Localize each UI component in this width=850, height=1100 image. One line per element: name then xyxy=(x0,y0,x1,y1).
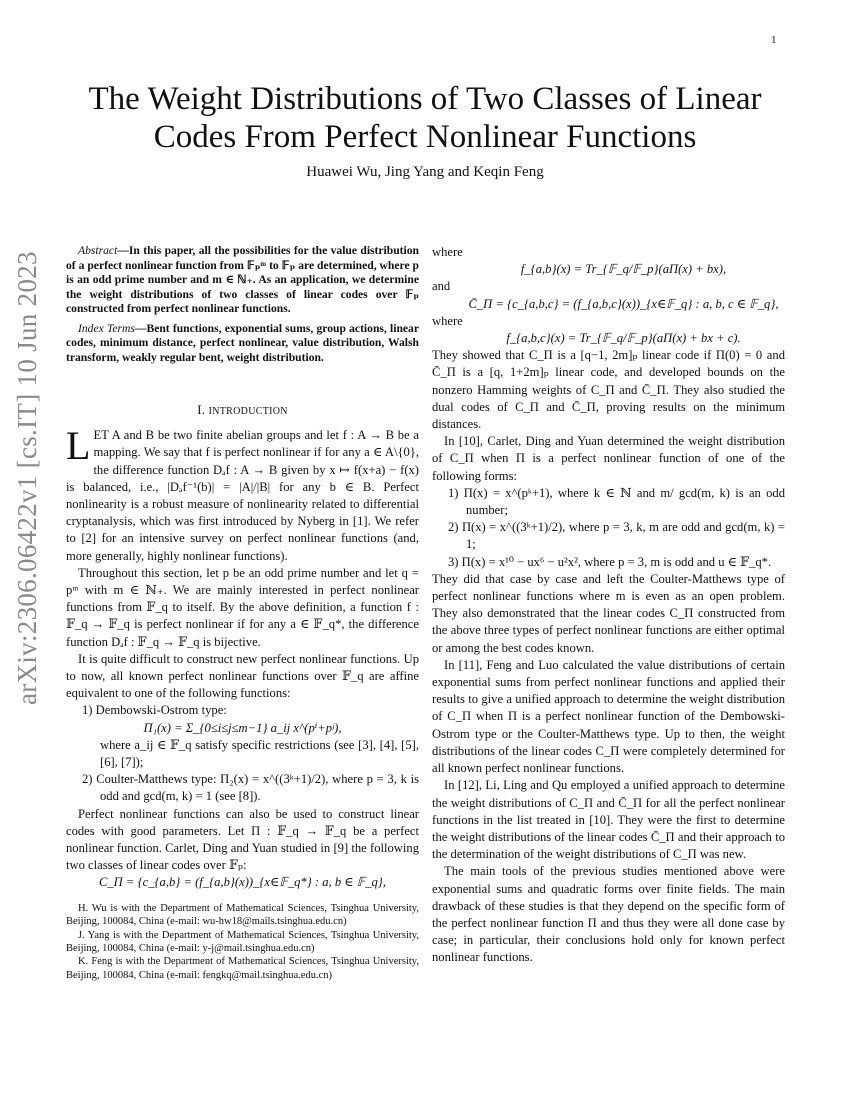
where-label-2: where xyxy=(432,313,463,328)
equation-pi1: Π₁(x) = Σ_{0≤i≤j≤m−1} a_ij x^(pⁱ+pʲ), xyxy=(143,720,342,735)
intro-paragraph-1 xyxy=(66,423,419,565)
where-label-1: where xyxy=(432,245,463,259)
footnote-yang: J. Yang is with the Department of Mathematical Sciences, Tsinghua University, Beijing, 100084, China (e-mail: y-j@mail.tsinghua.edu.cn) xyxy=(66,929,419,954)
section-title: INTRODUCTION xyxy=(208,406,288,417)
paragraph-bounds: They showed that C_Π is a [q−1, 2m]ₚ linear code if Π(0) = 0 and C̄_Π is a [q, 1+2m]ₚ linear code, and developed bounds on the nonzero Hamming weights of C_Π and C̄_Π. They also studied the dual codes of C_Π and C̄_Π, proving results on the minimum distances. xyxy=(432,348,785,432)
paragraph-carlet: In [10], Carlet, Ding and Yuan determined the weight distribution of C_Π when Π is a perfect nonlinear function of one of the following forms: xyxy=(432,434,785,483)
footnote-wu: H. Wu is with the Department of Mathematical Sciences, Tsinghua University, Beijing, 100084, China (e-mail: wu-hw18@mails.tsinghua.edu.cn) xyxy=(66,902,419,928)
list-item-2: 2) Π(x) = x^((3ᵏ+1)/2), where p = 3, k, m are odd and gcd(m, k) = 1; xyxy=(448,520,785,552)
intro-paragraph-2: Throughout this section, let p be an odd prime number and let q = pᵐ with m ∈ ℕ₊. We are mainly interested in perfect nonlinear functions from 𝔽_q to itself. By the above definition, a function f : 𝔽_q → 𝔽_q is perfect nonlinear if for any a ∈ 𝔽_q*, the difference function Dₐf : 𝔽_q → 𝔽_q is bijective. xyxy=(66,565,419,649)
index-terms xyxy=(66,322,419,366)
abstract xyxy=(66,244,419,317)
section-number: I. xyxy=(197,403,206,417)
index-terms-text: —Bent functions, exponential sums, group actions, linear codes, minimum distance, perfect nonlinear, value distribution, Walsh transform, weakly regular bent, weight distribution. xyxy=(66,321,419,364)
authors: Huawei Wu, Jing Yang and Keqin Feng xyxy=(306,164,544,180)
paper-title: The Weight Distributions of Two Classes of Linear Codes From Perfect Nonlinear Functions xyxy=(88,81,762,155)
paragraph-feng-luo: In [11], Feng and Luo calculated the value distributions of certain exponential sums from perfect nonlinear functions and applied their results to give a unified approach to determine the weight distribution of C_Π when Π is a perfect nonlinear function of the Dembowski-Ostrom type or the Coulter-Matthews type. Up to then, the weight distributions of the linear codes C_Π were completely determined for all known perfect nonlinear functions. xyxy=(432,657,785,776)
footnotes xyxy=(66,902,419,982)
list-item-3: 3) Π(x) = x¹⁰ − ux⁶ − u²x², where p = 3, m is odd and u ∈ 𝔽_q*. xyxy=(448,554,772,569)
paragraph-case-by-case: They did that case by case and left the Coulter-Matthews type of perfect nonlinear functions where m is even as an open problem. They also demonstrated that the linear codes C_Π constructed from the above three types of perfect nonlinear functions are either optimal or among the best codes known. xyxy=(432,571,785,655)
page-number: 1 xyxy=(771,34,777,46)
equation-code-c: C_Π = {c_{a,b} = (f_{a,b}(x))_{x∈𝔽_q*} : a, b ∈ 𝔽_q}, xyxy=(98,875,386,890)
section-heading xyxy=(66,402,419,420)
right-column xyxy=(432,244,785,967)
equation-fabc: f_{a,b,c}(x) = Tr_{𝔽_q/𝔽_p}(aΠ(x) + bx + c). xyxy=(506,331,741,346)
list-item-dembowski-tail: where a_ij ∈ 𝔽_q satisfy specific restrictions (see [3], [4], [5], [6], [7]); xyxy=(100,737,419,770)
intro-paragraph-3: It is quite difficult to construct new perfect nonlinear functions. Up to now, all known perfect nonlinear functions over 𝔽_q are affine equivalent to one of the following functions: xyxy=(66,651,419,701)
list-item-dembowski: 1) Dembowski-Ostrom type: xyxy=(82,703,227,718)
drop-cap: L xyxy=(66,423,91,469)
paragraph-main-tools: The main tools of the previous studies mentioned above were exponential sums and quadratic forms over finite fields. The main drawback of these studies is that they depend on the specific form of the perfect nonlinear function Π and thus they were all done case by case; in particular, their conclusions hold only for known perfect nonlinear functions. xyxy=(432,864,785,965)
intro-paragraph-4: Perfect nonlinear functions can also be used to construct linear codes with good parameters. Let Π : 𝔽_q → 𝔽_q be a perfect nonlinear function. Carlet, Ding and Yuan studied in [9] the following two classes of linear codes over 𝔽ₚ: xyxy=(66,806,419,873)
abstract-text: —In this paper, all the possibilities for the value distribution of a perfect nonlinear function from 𝔽ₚᵐ to 𝔽ₚ are determined, where p is an odd prime number and m ∈ ℕ₊. As an application, we determine the weight distributions of two classes of linear codes over 𝔽ₚ constructed from perfect nonlinear functions. xyxy=(66,244,419,315)
and-label: and xyxy=(432,279,451,294)
equation-fab: f_{a,b}(x) = Tr_{𝔽_q/𝔽_p}(aΠ(x) + bx), xyxy=(520,262,727,277)
equation-code-cbar: C̄_Π = {c_{a,b,c} = (f_{a,b,c}(x))_{x∈𝔽_q} : a, b, c ∈ 𝔽_q}, xyxy=(468,296,779,311)
list-item-1: 1) Π(x) = x^(pᵏ+1), where k ∈ ℕ and m/ gcd(m, k) is an odd number; xyxy=(448,485,785,518)
intro-p1-text: ET A and B be two finite abelian groups and let f : A → B be a mapping. We say that f is perfect nonlinear if for any a ∈ A\{0}, the difference function Dₐf : A → B given by x ↦ f(x+a) − f(x) is balanced, i.e., |Dₐf⁻¹(b)| = |A|/|B| for any b ∈ B. Perfect nonlinearity is a robust measure of nonlinearity related to differential cryptanalysis, which was first introduced by Nyberg in [1]. We refer to [2] for an intensive survey on perfect nonlinear functions (and, more generally, highly nonlinear functions). xyxy=(66,428,419,563)
left-column xyxy=(66,244,419,982)
list-item-coulter: 2) Coulter-Matthews type: Π₂(x) = x^((3ᵏ+1)/2), where p = 3, k is odd and gcd(m, k) = 1 (see [8]). xyxy=(82,772,419,804)
paragraph-li-ling-qu: In [12], Li, Ling and Qu employed a unified approach to determine the weight distributions of C_Π and C̄_Π for all the perfect nonlinear functions in the list treated in [10]. They were the first to determine the weight distributions of the linear codes C̄_Π and their approach to the determination of the weight distributions of C_Π was new. xyxy=(432,778,785,862)
abstract-label: Abstract xyxy=(78,244,118,257)
index-terms-label: Index Terms xyxy=(78,321,135,335)
arxiv-stamp: arXiv:2306.06422v1 [cs.IT] 10 Jun 2023 xyxy=(12,251,42,705)
footnote-feng: K. Feng is with the Department of Mathematical Sciences, Tsinghua University, Beijing, 100084, China (e-mail: fengkq@mail.tsinghua.edu.cn) xyxy=(66,956,419,981)
